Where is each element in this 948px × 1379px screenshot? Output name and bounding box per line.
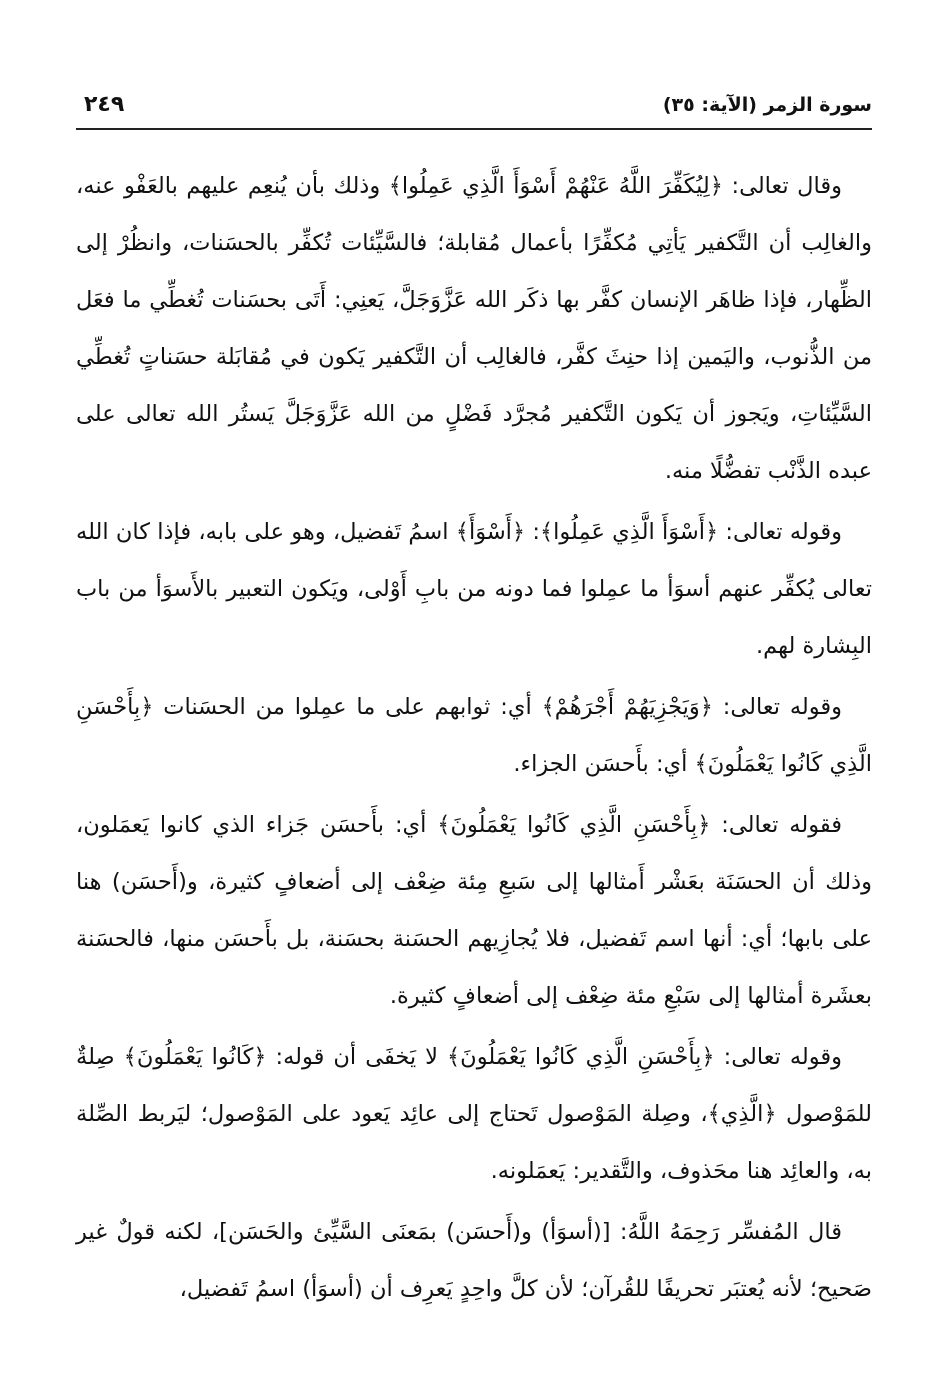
paragraph-2: وقوله تعالى: ﴿أَسْوَأَ الَّذِي عَمِلُوا﴾: ﴿أَسْوَأَ﴾ اسمُ تَفضيل، وهو على بابه، فإذا كان الله تعالى يُكفِّر عنهم أسوَأ ما عمِلوا فما دونه من بابِ أَوْلى، ويَكون التعبير بالأَسوَأ من باب البِشارة لهم. bbox=[76, 519, 872, 659]
running-header bbox=[76, 92, 872, 130]
paragraph-1: وقال تعالى: ﴿لِيُكَفِّرَ اللَّهُ عَنْهُمْ أَسْوَأَ الَّذِي عَمِلُوا﴾ وذلك بأن يُنعِم عليهم بالعَفْو عنه، والغالِب أن التَّكفير يَأتِي مُكفِّرًا بأعمال مُقابلة؛ فالسَّيِّئات تُكفِّر بالحسَنات، وانظُرْ إلى الظِّهار، فإذا ظاهَر الإنسان كفَّر بها ذكَر الله عَزَّوَجَلَّ، يَعنِي: أَتَى بحسَنات تُغطِّي ما فعَل من الذُّنوب، واليَمين إذا حنِثَ كفَّر، فالغالِب أن التَّكفير يَكون في مُقابَلة حسَناتٍ تُغطِّي السَّيِّئاتِ، ويَجوز أن يَكون التَّكفير مُجرَّد فَضْلٍ من الله عَزَّوَجَلَّ يَستُر الله تعالى على عبده الذَّنْب تفضُّلًا منه. bbox=[76, 173, 872, 484]
paragraph-3: وقوله تعالى: ﴿وَيَجْزِيَهُمْ أَجْرَهُمْ﴾ أي: ثوابهم على ما عمِلوا من الحسَنات ﴿بِأَحْسَنِ الَّذِي كَانُوا يَعْمَلُونَ﴾ أي: بأَحسَن الجزاء. bbox=[76, 694, 872, 777]
surah-title: سورة الزمر (الآية: ٣٥) bbox=[662, 94, 872, 116]
page-number: ٢٤٩ bbox=[84, 92, 125, 117]
paragraph-5: وقوله تعالى: ﴿بِأَحْسَنِ الَّذِي كَانُوا يَعْمَلُونَ﴾ لا يَخفَى أن قوله: ﴿كَانُوا يَعْمَلُونَ﴾ صِلةٌ للمَوْصول ﴿الَّذِي﴾، وصِلة المَوْصول تَحتاج إلى عائِد يَعود على المَوْصول؛ ليَربط الصِّلة به، والعائِد هنا محَذوف، والتَّقدير: يَعمَلونه. bbox=[76, 1044, 872, 1184]
page-body bbox=[76, 158, 872, 1318]
paragraph-4: فقوله تعالى: ﴿بِأَحْسَنِ الَّذِي كَانُوا يَعْمَلُونَ﴾ أي: بأَحسَن جَزاء الذي كانوا يَعمَلون، وذلك أن الحسَنَة بعَشْر أَمثالها إلى سَبعِ مِئة ضِعْف إلى أضعافٍ كثيرة، و(أَحسَن) هنا على بابها؛ أي: أنها اسم تَفضيل، فلا يُجازِيهم الحسَنة بحسَنة، بل بأَحسَن منها، فالحسَنة بعشَرة أمثالها إلى سَبْعِ مئة ضِعْف إلى أضعافٍ كثيرة. bbox=[76, 812, 872, 1009]
paragraph-6: قال المُفسِّر رَحِمَهُ اللَّهُ: [(أسوَأ) و(أَحسَن) بمَعنَى السَّيِّئ والحَسَن]، لكنه قولٌ غير صَحيح؛ لأنه يُعتبَر تحريفًا للقُرآن؛ لأن كلَّ واحِدٍ يَعرِف أن (أسوَأ) اسمُ تَفضيل، bbox=[76, 1219, 872, 1302]
book-page bbox=[76, 92, 872, 1312]
